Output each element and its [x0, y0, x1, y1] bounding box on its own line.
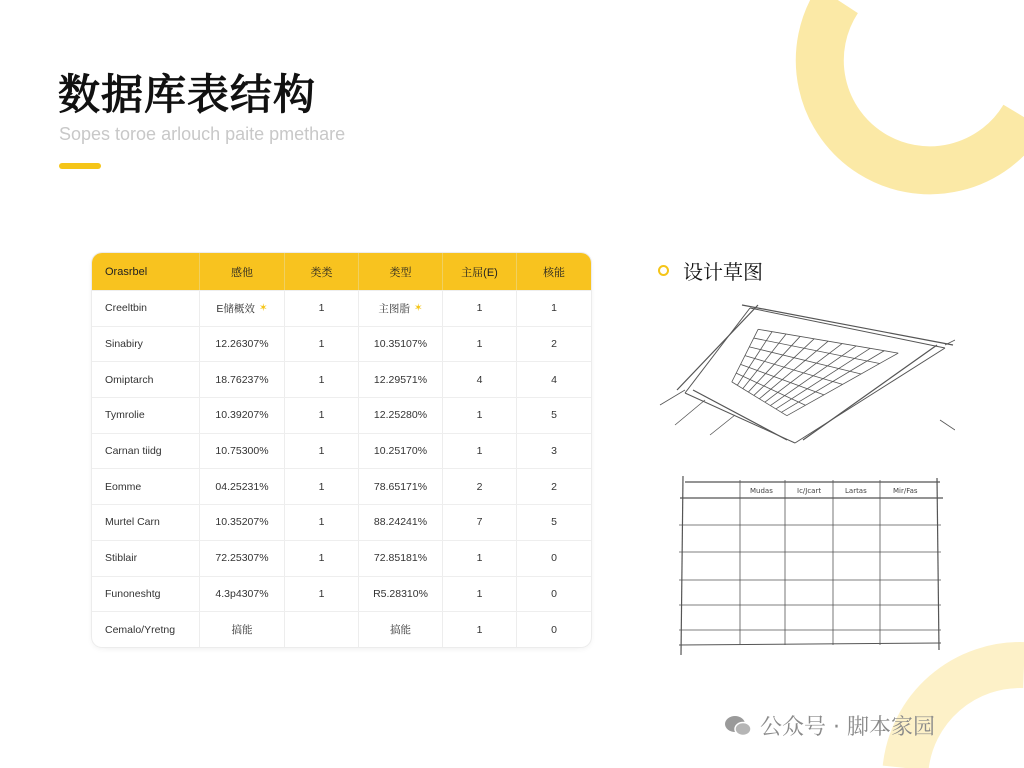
table-cell — [284, 612, 358, 647]
sketch-line — [710, 415, 735, 435]
cell-text: 核能 — [543, 266, 565, 279]
table-row — [92, 361, 591, 397]
table-row — [92, 540, 591, 576]
table-cell — [284, 541, 358, 576]
schema-table — [92, 253, 591, 647]
cell-text: 1 — [318, 409, 325, 422]
table-cell — [442, 612, 516, 647]
table-row — [92, 397, 591, 433]
sketch-line — [685, 393, 795, 443]
table-row — [92, 433, 591, 469]
watermark — [724, 710, 935, 741]
table-cell — [442, 362, 516, 397]
column-header — [199, 253, 284, 290]
table-cell — [199, 327, 284, 362]
table-cell — [442, 505, 516, 540]
sketch-line — [937, 478, 939, 650]
table-row — [92, 468, 591, 504]
table-row — [92, 290, 591, 326]
cell-text: 类型 — [389, 266, 412, 279]
sketch-line — [742, 305, 953, 345]
cell-text: 10.25170% — [373, 445, 428, 458]
sketch-line — [660, 390, 685, 405]
cell-text: Omiptarch — [105, 373, 154, 386]
cell-text: 1 — [318, 480, 325, 493]
cell-text: 1 — [476, 338, 483, 351]
cell-text: 感他 — [231, 266, 253, 279]
cell-text: Funoneshtg — [105, 587, 161, 600]
table-cell — [284, 469, 358, 504]
cell-text: 5 — [551, 516, 557, 529]
table-cell — [516, 541, 591, 576]
table-cell — [92, 577, 199, 612]
cell-text: E储概效 — [216, 302, 255, 315]
sketch-line — [675, 400, 705, 425]
cell-text: 10.75300% — [215, 445, 269, 458]
cell-text: 0 — [551, 552, 557, 565]
cell-text: 88.24241% — [373, 516, 428, 529]
sketch-line — [681, 476, 683, 655]
table-cell — [284, 291, 358, 326]
sketch-title: 设计草图 — [683, 260, 763, 284]
cell-text: 0 — [551, 623, 557, 636]
table-cell — [358, 469, 442, 504]
cell-text: 搞能 — [390, 624, 411, 637]
grid-sketch-table — [675, 470, 950, 660]
cell-text: 搞能 — [231, 624, 253, 637]
cell-text: Tymrolie — [105, 409, 145, 422]
star-icon: ✶ — [258, 302, 268, 315]
cell-text: Murtel Carn — [105, 516, 160, 529]
cell-text: 10.35207% — [215, 516, 269, 529]
cell-text: 0 — [551, 587, 557, 600]
table-cell — [199, 291, 284, 326]
grid-sketch-perspective — [655, 300, 955, 445]
cell-text: 1 — [318, 302, 325, 315]
table-cell — [358, 362, 442, 397]
cell-text: 1 — [476, 587, 483, 600]
table-cell — [358, 577, 442, 612]
table-cell — [516, 505, 591, 540]
cell-text: Eomme — [105, 480, 142, 493]
table-cell — [516, 434, 591, 469]
cell-text: 1 — [318, 373, 325, 386]
page-subtitle: Sopes toroe arlouch paite pmethare — [59, 124, 346, 144]
sketch-line — [679, 643, 941, 645]
cell-text: 1 — [318, 552, 325, 565]
cell-text: 1 — [476, 409, 483, 422]
table-cell — [442, 577, 516, 612]
table-cell — [516, 398, 591, 433]
column-header — [284, 253, 358, 290]
table-cell — [358, 327, 442, 362]
cell-text: 1 — [476, 552, 483, 565]
table-cell — [92, 541, 199, 576]
table-cell — [442, 398, 516, 433]
title-accent-bar — [59, 163, 101, 169]
table-cell — [358, 505, 442, 540]
cell-text: 5 — [551, 409, 557, 422]
table-cell — [358, 291, 442, 326]
table-cell — [92, 505, 199, 540]
cell-text: 78.65171% — [373, 480, 428, 493]
star-icon: ✶ — [413, 302, 423, 315]
cell-text: 3 — [551, 445, 557, 458]
cell-text: 4 — [551, 373, 557, 386]
table-cell — [442, 541, 516, 576]
cell-text: 72.25307% — [215, 552, 269, 565]
cell-text: 12.29571% — [373, 373, 428, 386]
table-cell — [516, 469, 591, 504]
table-cell — [516, 612, 591, 647]
cell-text: 1 — [318, 338, 325, 351]
table-row — [92, 504, 591, 540]
table-cell — [284, 505, 358, 540]
table-cell — [92, 469, 199, 504]
cell-text: 72.85181% — [373, 552, 428, 565]
table-cell — [199, 469, 284, 504]
table-cell — [199, 612, 284, 647]
cell-text: Orasrbel — [105, 265, 148, 278]
table-cell — [92, 362, 199, 397]
cell-text: Creeltbin — [105, 302, 148, 315]
table-cell — [92, 291, 199, 326]
cell-text: 1 — [551, 302, 557, 315]
cell-text: Sinabiry — [105, 338, 143, 351]
sketch-header-label: Lartas — [845, 487, 867, 495]
watermark-text: 公众号 · 脚本家园 — [760, 715, 935, 740]
table-cell — [92, 398, 199, 433]
cell-text: 2 — [551, 480, 557, 493]
cell-text: 4.3p4307% — [215, 587, 269, 600]
cell-text: 2 — [476, 480, 483, 493]
sketch-line — [749, 347, 861, 374]
cell-text: 12.25280% — [373, 409, 428, 422]
table-cell — [442, 434, 516, 469]
table-cell — [199, 434, 284, 469]
cell-text: Carnan tiidg — [105, 445, 162, 458]
table-cell — [442, 291, 516, 326]
table-row — [92, 576, 591, 612]
cell-text: 1 — [476, 623, 483, 636]
table-cell — [199, 505, 284, 540]
table-cell — [358, 541, 442, 576]
cell-text: 1 — [318, 516, 325, 529]
table-cell — [284, 398, 358, 433]
cell-text: 10.39207% — [215, 409, 269, 422]
bullet-icon — [658, 265, 669, 276]
table-cell — [358, 398, 442, 433]
sketch-line — [750, 308, 945, 348]
sketch-line — [758, 329, 898, 353]
table-row — [92, 326, 591, 362]
table-cell — [284, 434, 358, 469]
table-row — [92, 611, 591, 647]
cell-text: 1 — [318, 445, 325, 458]
table-cell — [284, 362, 358, 397]
column-header — [358, 253, 442, 290]
table-cell — [442, 327, 516, 362]
column-header — [516, 253, 591, 290]
cell-text: 1 — [318, 587, 325, 600]
table-cell — [284, 577, 358, 612]
table-cell — [516, 327, 591, 362]
table-cell — [516, 577, 591, 612]
cell-text: 1 — [476, 445, 483, 458]
cell-text: 1 — [476, 302, 483, 315]
wechat-icon — [724, 714, 752, 738]
decorative-ring-top — [780, 0, 1024, 200]
sketch-header-label: Ic/Jcart — [797, 487, 822, 495]
page-title: 数据库表结构 — [58, 70, 317, 119]
table-cell — [516, 291, 591, 326]
table-cell — [92, 612, 199, 647]
sketch-line — [736, 373, 805, 405]
sketch-header-label: Mudas — [750, 487, 773, 495]
cell-text: Stiblair — [105, 552, 138, 565]
table-header — [92, 253, 591, 290]
table-cell — [516, 362, 591, 397]
cell-text: 主图脂 — [378, 302, 410, 315]
table-cell — [199, 541, 284, 576]
table-cell — [358, 434, 442, 469]
cell-text: 12.26307% — [215, 338, 269, 351]
column-header — [442, 253, 516, 290]
cell-text: Cemalo/Yretng — [105, 623, 176, 636]
table-cell — [92, 434, 199, 469]
table-cell — [442, 469, 516, 504]
cell-text: 主屈(E) — [461, 266, 498, 279]
column-header — [92, 253, 199, 290]
cell-text: 18.76237% — [215, 373, 269, 386]
table-cell — [199, 362, 284, 397]
table-cell — [199, 577, 284, 612]
cell-text: 7 — [476, 516, 483, 529]
table-cell — [358, 612, 442, 647]
sketch-header-label: Mir/Fas — [893, 487, 918, 495]
cell-text: 4 — [476, 373, 483, 386]
sketch-line — [940, 420, 955, 430]
cell-text: R5.28310% — [373, 587, 428, 600]
cell-text: 04.25231% — [215, 480, 269, 493]
table-cell — [284, 327, 358, 362]
cell-text: 类类 — [310, 266, 333, 279]
table-cell — [92, 327, 199, 362]
cell-text: 10.35107% — [373, 338, 428, 351]
sketch-heading — [658, 256, 763, 285]
sketch-line — [732, 382, 787, 416]
table-cell — [199, 398, 284, 433]
cell-text: 2 — [551, 338, 557, 351]
